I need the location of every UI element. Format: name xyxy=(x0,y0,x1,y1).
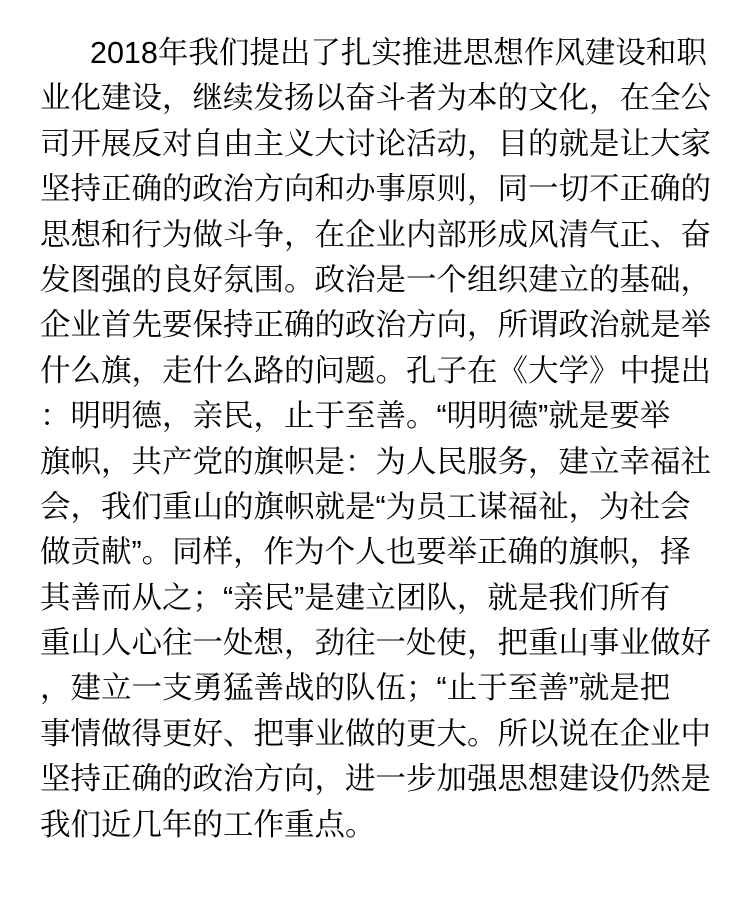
text-line: 其善而从之；“亲民”是建立团队，就是我们所有 xyxy=(40,580,671,615)
text-line: ，建立一支勇猛善战的队伍；“止于至善”就是把 xyxy=(40,671,671,706)
text-line: 会，我们重山的旗帜就是“为员工谋福祉，为社会 xyxy=(40,489,691,524)
text-line: 做贡献”。同样，作为个人也要举正确的旗帜，择 xyxy=(40,535,691,570)
text-line: 思想和行为做斗争，在企业内部形成风清气正、奋 xyxy=(40,217,711,252)
text-line: 坚持正确的政治方向和办事原则，同一切不正确的 xyxy=(40,172,711,207)
text-line: 发图强的良好氛围。政治是一个组织建立的基础， xyxy=(40,262,711,297)
paragraph xyxy=(40,31,716,848)
text-line: 企业首先要保持正确的政治方向，所谓政治就是举 xyxy=(40,308,711,343)
text-line: 2018年我们提出了扎实推进思想作风建设和职 xyxy=(90,36,707,70)
text-line: 什么旗，走什么路的问题。孔子在《大学》中提出 xyxy=(40,353,711,388)
text-line: ：明明德，亲民，止于至善。“明明德”就是要举 xyxy=(40,399,671,434)
text-line: 事情做得更好、把事业做的更大。所以说在企业中 xyxy=(40,716,711,751)
text-line: 我们近几年的工作重点。 xyxy=(40,807,376,842)
text-line: 重山人心往一处想，劲往一处使，把重山事业做好 xyxy=(40,626,711,661)
text-line: 司开展反对自由主义大讨论活动，目的就是让大家 xyxy=(40,126,711,161)
text-line: 业化建设，继续发扬以奋斗者为本的文化，在全公 xyxy=(40,81,711,116)
text-line: 坚持正确的政治方向，进一步加强思想建设仍然是 xyxy=(40,762,711,797)
text-line: 旗帜，共产党的旗帜是：为人民服务，建立幸福社 xyxy=(40,444,711,479)
